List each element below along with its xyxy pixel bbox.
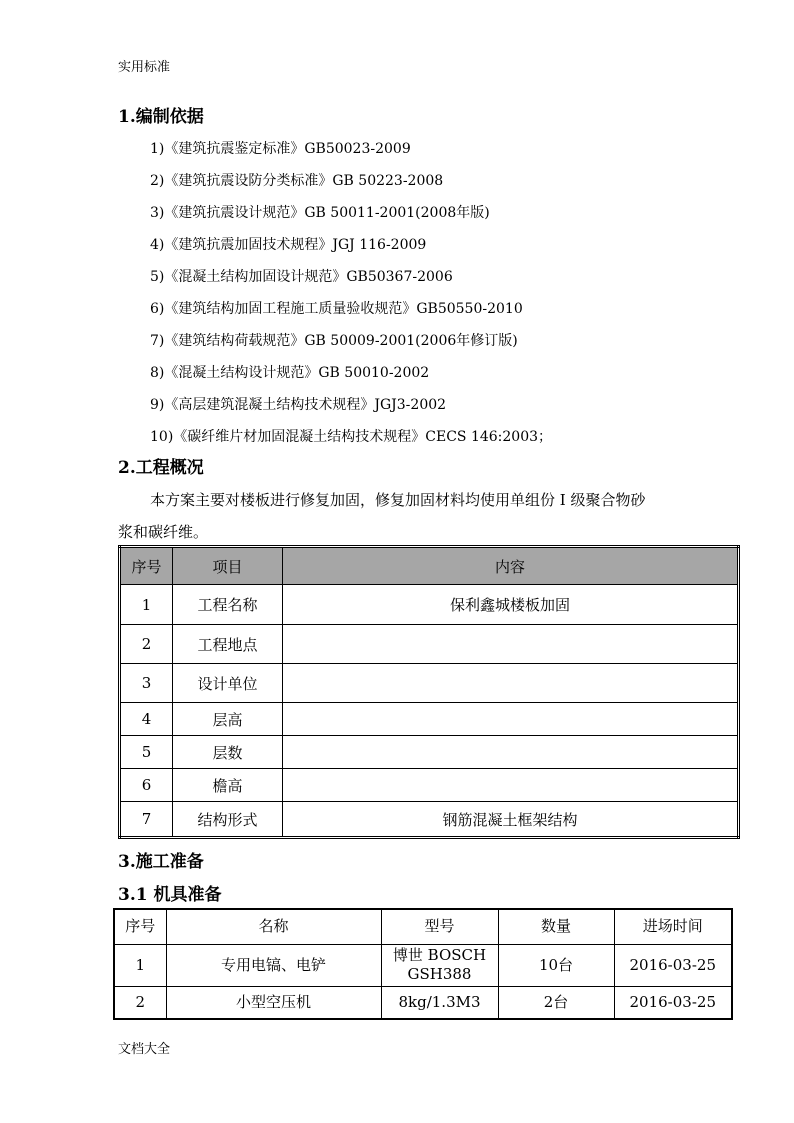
cell-model: 8kg/1.3M3 [381,986,498,1019]
reference-item: 3)《建筑抗震设计规范》GB 50011-2001(2008年版) [150,205,490,221]
section-1-title: 1.编制依据 [118,107,204,127]
header-cell-item: 项目 [173,547,283,585]
reference-item: 6)《建筑结构加固工程施工质量验收规范》GB50550-2010 [150,301,523,317]
table-row [120,769,739,802]
table-header-row [114,909,732,944]
cell-item: 层高 [173,703,283,736]
cell-qty: 2台 [498,986,614,1019]
cell-no: 2 [120,625,173,664]
header-cell-model: 型号 [381,909,498,944]
header-cell-name: 名称 [166,909,381,944]
cell-content [283,664,739,703]
reference-item: 7)《建筑结构荷载规范》GB 50009-2001(2006年修订版) [150,333,518,349]
reference-list [150,133,552,453]
cell-item: 檐高 [173,769,283,802]
cell-qty: 10台 [498,944,614,986]
table-row [120,664,739,703]
cell-content: 钢筋混凝土框架结构 [283,802,739,838]
header-cell-content: 内容 [283,547,739,585]
header-cell-qty: 数量 [498,909,614,944]
cell-item: 工程地点 [173,625,283,664]
header-cell-no: 序号 [114,909,166,944]
cell-no: 1 [114,944,166,986]
table-row [120,703,739,736]
table-header-row [120,547,739,585]
reference-item: 1)《建筑抗震鉴定标准》GB50023-2009 [150,141,411,157]
cell-no: 6 [120,769,173,802]
page-header: 实用标准 [118,60,171,75]
model-line: GSH388 [407,965,472,983]
table-row [120,585,739,625]
reference-item: 5)《混凝土结构加固设计规范》GB50367-2006 [150,269,453,285]
table-row [114,944,732,986]
cell-no: 1 [120,585,173,625]
reference-item: 2)《建筑抗震设防分类标准》GB 50223-2008 [150,173,444,189]
cell-content [283,703,739,736]
model-line: 博世 BOSCH [392,946,487,964]
cell-item: 工程名称 [173,585,283,625]
section-2-title: 2.工程概况 [118,458,204,478]
project-info-table [118,545,740,839]
table-row [120,802,739,838]
cell-content [283,769,739,802]
equipment-table [113,908,733,1020]
section-3-title: 3.施工准备 [118,852,204,872]
paragraph-line: 本方案主要对楼板进行修复加固，修复加固材料均使用单组份 I 级聚合物砂 [150,491,646,509]
cell-no: 2 [114,986,166,1019]
cell-date: 2016-03-25 [614,986,732,1019]
cell-content [283,736,739,769]
cell-no: 7 [120,802,173,838]
cell-date: 2016-03-25 [614,944,732,986]
table-row [120,736,739,769]
cell-no: 5 [120,736,173,769]
section-3-1-title: 3.1 机具准备 [118,885,222,905]
table-row [120,625,739,664]
overview-paragraph [118,484,645,548]
cell-item: 结构形式 [173,802,283,838]
paragraph-line: 浆和碳纤维。 [118,523,209,541]
cell-content: 保利鑫城楼板加固 [283,585,739,625]
cell-name: 专用电镐、电铲 [166,944,381,986]
header-cell-date: 进场时间 [614,909,732,944]
reference-item: 10)《碳纤维片材加固混凝土结构技术规程》CECS 146:2003； [150,429,553,445]
cell-no: 3 [120,664,173,703]
cell-model [381,944,498,986]
reference-item: 8)《混凝土结构设计规范》GB 50010-2002 [150,365,430,381]
cell-no: 4 [120,703,173,736]
cell-name: 小型空压机 [166,986,381,1019]
reference-item: 9)《高层建筑混凝土结构技术规程》JGJ3-2002 [150,397,447,413]
cell-item: 设计单位 [173,664,283,703]
header-cell-no: 序号 [120,547,173,585]
page-footer: 文档大全 [118,1042,171,1057]
reference-item: 4)《建筑抗震加固技术规程》JGJ 116-2009 [150,237,427,253]
cell-content [283,625,739,664]
table-row [114,986,732,1019]
cell-item: 层数 [173,736,283,769]
